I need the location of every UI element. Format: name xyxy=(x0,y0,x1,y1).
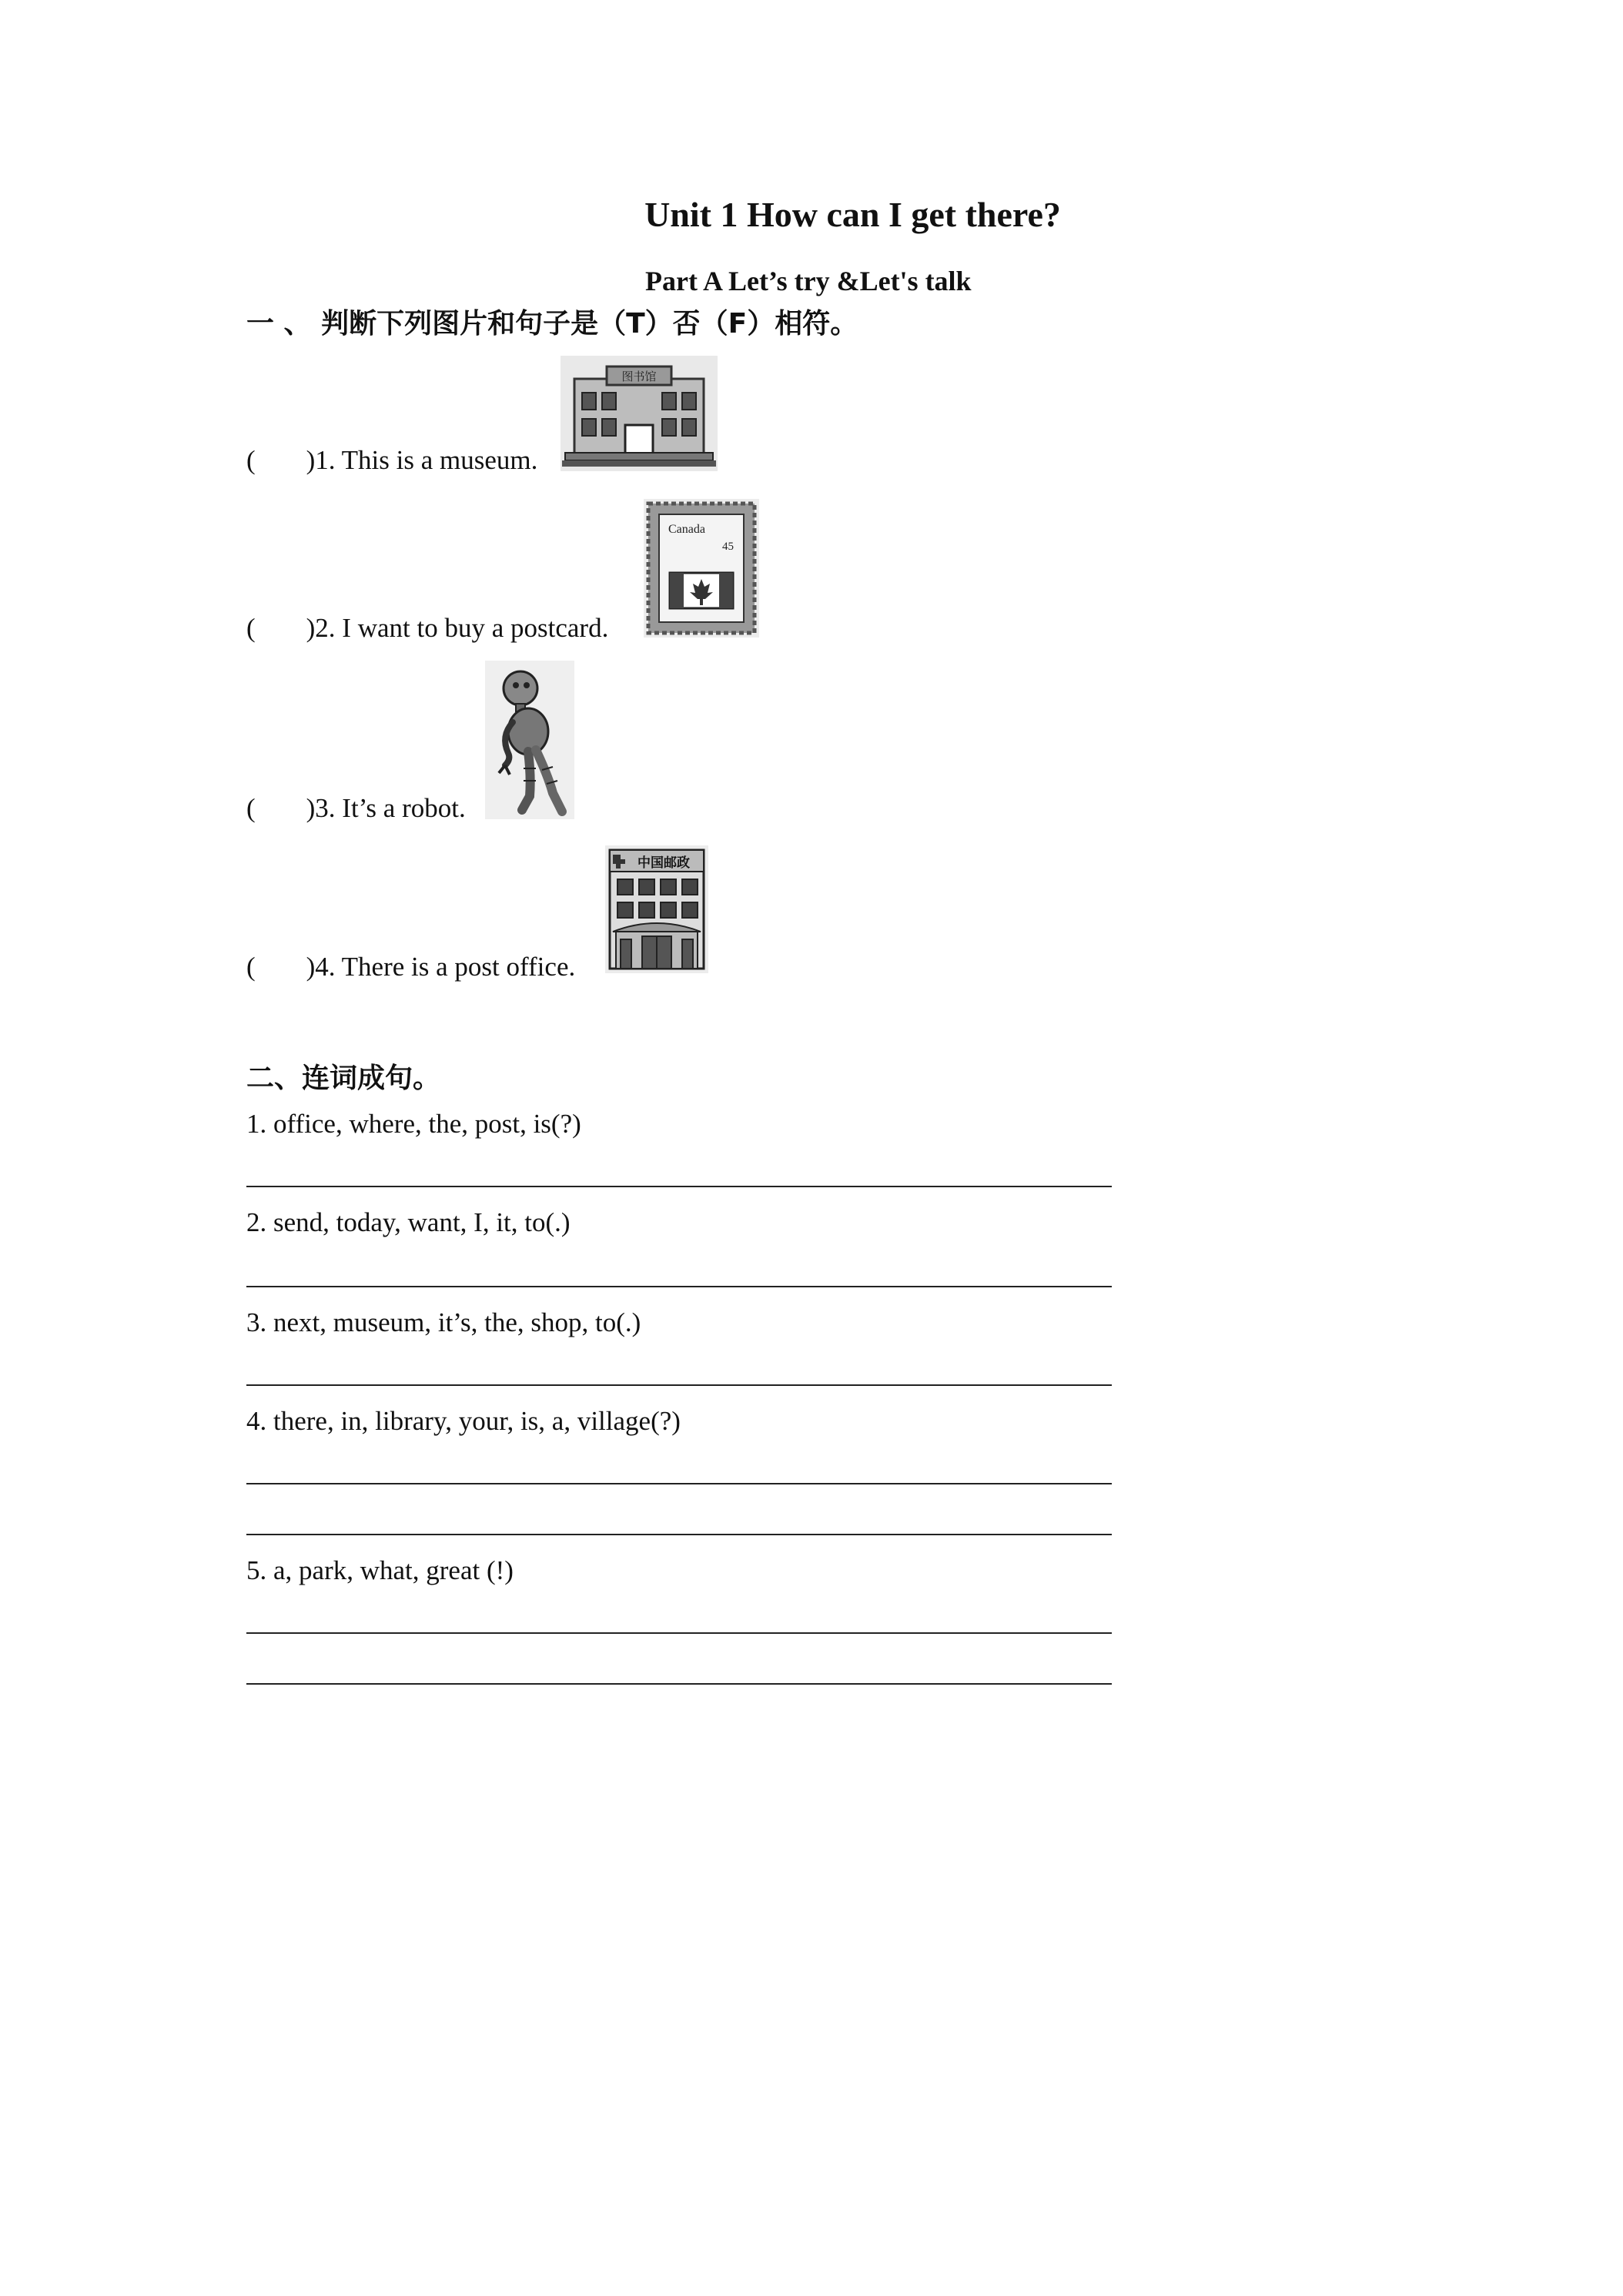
reorder-item-5: 5. a, park, what, great (!) xyxy=(246,1555,514,1585)
answer-line[interactable] xyxy=(246,1534,1112,1535)
answer-line[interactable] xyxy=(246,1286,1112,1287)
stamp-country-text: Canada xyxy=(668,523,705,536)
page-subtitle: Part A Let’s try &Let's talk xyxy=(645,266,972,296)
answer-line[interactable] xyxy=(246,1632,1112,1634)
tf-item-3 xyxy=(246,793,466,824)
answer-line[interactable] xyxy=(246,1683,1112,1685)
reorder-item-3: 3. next, museum, it’s, the, shop, to(.) xyxy=(246,1307,641,1337)
post-office-sign-text: 中国邮政 xyxy=(637,855,690,871)
answer-line[interactable] xyxy=(246,1483,1112,1484)
answer-line[interactable] xyxy=(246,1186,1112,1187)
tf-item-1 xyxy=(246,445,537,476)
tf-item-4 xyxy=(246,952,575,982)
tf-item-2 xyxy=(246,613,608,644)
answer-bracket[interactable]: ( xyxy=(246,613,256,643)
reorder-item-4: 4. there, in, library, your, is, a, village(?) xyxy=(246,1406,681,1436)
answer-bracket[interactable]: ( xyxy=(246,952,256,982)
answer-bracket[interactable]: ( xyxy=(246,445,256,475)
library-sign-text: 图书馆 xyxy=(621,370,657,383)
library-building-icon xyxy=(561,356,718,471)
section1-heading: 一 、 判断下列图片和句子是（T）否（F）相符。 xyxy=(246,308,858,340)
stamp-value-text: 45 xyxy=(722,541,734,553)
reorder-item-1: 1. office, where, the, post, is(?) xyxy=(246,1109,581,1139)
section2-heading: 二、连词成句。 xyxy=(246,1063,441,1094)
tf-item-1-text: )1. This is a museum. xyxy=(306,445,538,475)
post-office-building-icon xyxy=(605,845,708,973)
canada-stamp-icon xyxy=(644,499,759,638)
robot-icon xyxy=(485,661,574,819)
answer-line[interactable] xyxy=(246,1384,1112,1386)
tf-item-2-text: )2. I want to buy a postcard. xyxy=(306,613,609,643)
tf-item-3-text: )3. It’s a robot. xyxy=(306,793,466,823)
page-title: Unit 1 How can I get there? xyxy=(644,195,1061,234)
tf-item-4-text: )4. There is a post office. xyxy=(306,952,576,982)
answer-bracket[interactable]: ( xyxy=(246,793,256,823)
reorder-item-2: 2. send, today, want, I, it, to(.) xyxy=(246,1207,571,1237)
